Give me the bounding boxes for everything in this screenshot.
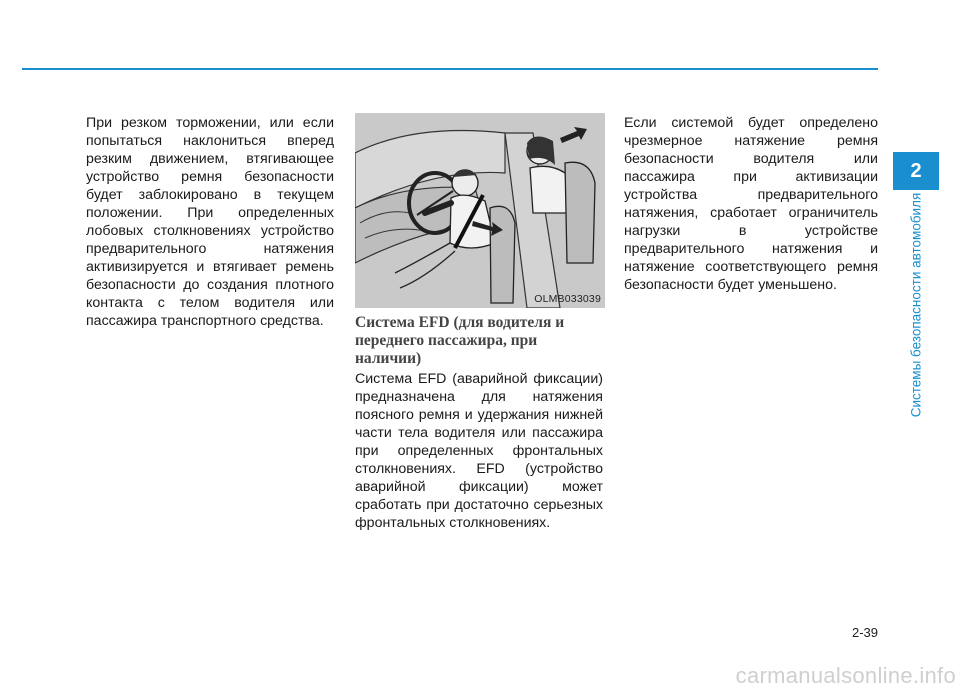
chapter-title: Системы безопасности автомобиля xyxy=(908,192,924,418)
figure-code: OLMB033039 xyxy=(534,293,601,305)
seatbelt-illustration xyxy=(355,113,605,308)
left-text-column xyxy=(86,114,334,330)
section-heading: Система EFD (для водителя и переднего пассажира, при наличии) xyxy=(355,314,565,367)
chapter-number-tab: 2 xyxy=(893,152,939,190)
page-number: 2-39 xyxy=(851,625,878,640)
middle-text-column xyxy=(355,370,603,532)
right-text-column xyxy=(624,114,878,294)
seatbelt-drawing xyxy=(355,113,605,308)
middle-paragraph: Система EFD (аварийной фиксации) предназначена для натяжения поясного ремня и удержания нижней части тела водителя или пассажира при определенных фронтальных столкновениях. EFD (устройство аварийной фиксации) может сработать при достаточно серьезных фронтальных столкновениях. xyxy=(355,371,603,531)
watermark: carmanualsonline.info xyxy=(735,663,956,688)
right-paragraph: Если системой будет определено чрезмерное натяжение ремня безопасности водителя или пассажира при активизации устройства предварительного натяжения, сработает ограничитель нагрузки в устройстве предварительного натяжения и натяжение соответствующего ремня безопасности будет уменьшено. xyxy=(624,115,878,293)
left-paragraph: При резком торможении, или если попытаться наклониться вперед резким движением, втягивающее устройство ремня безопасности будет заблокировано в текущем положении. При определенных лобовых столкновениях устройство предварительного натяжения активизируется и втягивает ремень безопасности до создания плотного контакта с телом водителя или пассажира транспортного средства. xyxy=(86,115,334,329)
header-rule xyxy=(22,68,878,70)
